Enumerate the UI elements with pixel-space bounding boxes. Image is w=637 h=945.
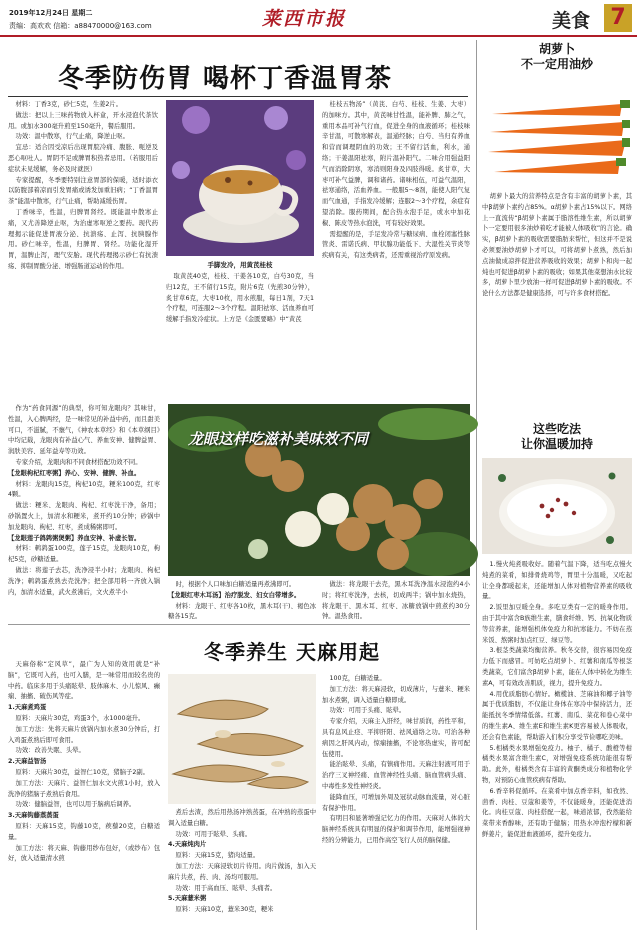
paragraph: 原料：天麻片30克，益智仁10克，猪脑子2副。 — [15, 768, 149, 776]
list-item: 1.慢火炖煮吸收好。随着气温下降，适当吃点慢火炖煮的菜肴，如排骨烧鸡等，胃里十分温暖，又吃起让全身都暖起来，还能增加人体对植物营养素的吸收量。 — [482, 561, 632, 601]
recipe-heading: 1.天麻煮鸡蛋 — [8, 704, 47, 712]
page-number: 7 — [610, 5, 626, 30]
paragraph: 胡萝卜最大的营养特点是含有丰富的胡萝卜素，其中β胡萝卜素约占85%。α胡萝卜素占15%以下。网络上一直流传“β胡萝卜素属于脂溶性维生素，所以胡萝卜一定要用很多油炒着吃才能被人体吸收”的言论。确实，β胡萝卜素的吸收需要脂肪来帮忙，但这并不是说必须要油炒胡萝卜才可以，可将胡萝卜煮熟，然后加点油做成凉拌促进营养吸收的效果；胡萝卜和肉一起炖也可促进β胡萝卜素的吸收；如果其他菜想油水比较多，胡萝卜里少放油一样可促进β胡萝卜素的吸收。不论什么方法都是健康选择，可与许多食材搭配。 — [482, 193, 632, 298]
paragraph: 100克，白糖适量。 — [329, 675, 386, 682]
paragraph: 能治眩晕、头痛，有镇痛作用。天麻注射液可用于治疗三叉神经痛、血管神经性头痛、脑血管病头痛、中毒性多发性神经炎。 — [322, 761, 470, 790]
masthead-logo: 莱西市报 — [262, 8, 347, 30]
paragraph: 功效：用于高血压、眩晕、头痛者。 — [175, 884, 277, 892]
paragraph: 功效：可用于眩晕、头痛。 — [175, 830, 252, 838]
article1-col3 — [322, 100, 470, 402]
paragraph: 作为“药食同源”的典型，你可知龙眼肉？其味甘，性温，入心脾两经，是一味常见的补益中药，而且甜美可口，不滋腻，不壅气，《神农本草经》和《本草纲目》中均记载，龙眼肉有补益心气、养血安神、健脾益胃、润肤美容、延年益寿等功效。 — [8, 405, 160, 456]
header-date: 2019年12月24日 星期二 — [9, 9, 93, 17]
paragraph: 做法：将龙眼干去壳，黑木耳洗净温水浸泡约4小时；将红枣洗净，去核，切成两半；锅中加水烧热，将龙眼干、黑木耳、红枣、冰糖放锅中煎煮约30分钟。温热食用。 — [322, 581, 470, 621]
paragraph: 做法：把以上三味药物放入杯盒，开水浸泡代茶饮用。或加水300毫升煎至150毫升，餐后服用。 — [8, 111, 158, 130]
title-rule — [8, 96, 468, 97]
side1-title-line1: 胡萝卜 — [538, 42, 575, 56]
paragraph: 宜忌：适合因受凉后出现胃脘冷痛、腹胀、呃逆及恶心呕吐人。胃阴不足或脾胃积热者忌用。（若服用后症状未见缓解，务必及时就医） — [8, 144, 158, 173]
side2-title — [482, 422, 632, 452]
main-title: 冬季防伤胃 喝杯丁香温胃茶 — [58, 64, 393, 94]
paragraph: 加工方法：将天麻浸软，切成薄片，与薏米、粳米加水煮粥，调入适量白糖即成。 — [322, 685, 470, 704]
side2-title-line2: 让你温暖加持 — [520, 437, 593, 451]
longan-col3 — [322, 580, 470, 620]
paragraph: 功效：改善失眠、头晕。 — [15, 747, 85, 755]
list-item: 2.饭里加豆暖全身。多吃豆类有一定的暖身作用。由于其中富含B族维生素，膳食纤维、钙、抗氧化物质等营养素，能增强机体免疫力和抗寒能力。不妨在蒸米饭、熬粥时加点红豆、绿豆等。 — [482, 604, 632, 644]
article1-caption: 手脚发冷，用黄芪桂枝 — [207, 261, 273, 269]
recipe-heading: 5.天麻薏米粥 — [168, 895, 207, 903]
side2-text — [482, 560, 632, 938]
paragraph: 需提醒的是，手足发冷常与糖尿病、血栓闭塞性脉管炎、雷诺氏病、甲状腺功能低下、大湿性关节炎等疾病有关，有这类病者，还需重视治疗原发病。 — [322, 230, 470, 260]
paragraph: 原料：天麻15克，钩藤10克，蒺藜20克，白糖适量。 — [8, 822, 160, 841]
paragraph: 专家提醒，冬季要特别注意胃部的保暖，适时添衣以防腹部着凉而引发胃痛或诱发加重旧病；“丁香温胃茶”能温中散寒，行气止痛，帮助减缓伤胃。 — [8, 176, 158, 206]
header-editor: 责编：高欢欢 信箱：a88470000@163.com — [9, 22, 152, 30]
paragraph: 天麻俗称“定风草”，最广为人知的效用就是“补脑”，它既可入药，也可入膳，是一味常用而较名贵的中药。临床多用于头痛眩晕、肢体麻木、小儿惊风、癫痫、抽搐、破伤风等症。 — [8, 661, 160, 701]
page-number-badge — [604, 4, 632, 32]
paragraph: 做法：粳米、龙眼肉、枸杞、红枣洗干净，备用；砂锅置火上，加清水和粳米，煮开约10分钟；砂锅中加龙眼肉、枸杞、红枣，煮成稀粥即可。 — [8, 502, 160, 531]
paragraph: 丁香味辛，性温，归脾胃肾经。既能温中散寒止痛，又尤善降逆止呕，为治虚寒呕逆之要药。现代药理揭示能促进胃液分泌、抗溃疡、止泻、抗胰腺作用。砂仁味辛，性温，归脾胃、肾经。功能化湿开胃，温脾止泻，理气安胎。现代药理揭示砂仁有抗溃疡、抑制胃酸分泌、增强肠道运动的作用。 — [8, 208, 158, 270]
paragraph: 功效：温中散寒，行气止痛，降逆止呕。 — [15, 133, 129, 141]
recipe-heading: 4.天麻炖肉片 — [168, 841, 207, 849]
beans-rice-photo — [482, 458, 632, 554]
longan-title: 龙眼这样吃滋补美味效不同 — [188, 430, 369, 448]
side1-text — [482, 192, 632, 414]
recipe-heading: 3.天麻钩藤蒸蒸蛋 — [8, 812, 59, 820]
list-item: 6.香辛料促循环。在菜肴中加点香辛料，如孜然、茴香、肉桂、豆蔻和姜等，不仅能暖身，还能促进消化。肉桂豆蔻、肉桂搭配一起，味道浓郁，孜然能给菜带来香醇味，还有助于健脑；用热水冲泡柠檬和新鲜姜片，能促进血液循环，提升免疫力。 — [482, 787, 632, 838]
paragraph: 加工方法：天麻片、益智仁加水文火煎1小时，放入洗净的猪脑子煮熟后食用。 — [8, 779, 160, 798]
paragraph: 功效：可用于头痛、眩晕。 — [329, 707, 406, 715]
paragraph: 专家介绍，天麻主入肝经，味甘质润，药性平和，具有息风止痉、平抑肝阳、祛风通络之功。可治各种病因之肝风内动，惊痫抽搐，不论寒热虚实，皆可配伍使用。 — [322, 718, 470, 758]
longan-col1 — [8, 404, 160, 596]
tianma-col1 — [8, 660, 160, 938]
recipe-heading: 【龙眼莲子鸽鹑粥煲粥】养血安神、补虚长智。 — [8, 534, 141, 542]
paragraph: 材料：鹌鹑蛋100克，莲子15克，龙眼肉10克，枸杞5克，砂糖适量。 — [8, 545, 160, 564]
paragraph: 材料：丁香3克，砂仁5克，生姜2片。 — [15, 101, 123, 108]
paragraph: 能降血压，可增加外周及冠状动脉血流量，对心脏有保护作用。 — [322, 793, 470, 812]
side1-title — [482, 42, 632, 72]
tianma-photo — [168, 674, 316, 804]
paragraph: 取黄芪40克，桂枝、干姜各10克，白芍30克，当归12克，王不留行15克，附片6克（先煎30分钟），炙甘草6克，大枣10枚，用水煎服，每日1剂，7天1个疗程，可连服2～3个疗程。温阳祛寒、活血养血可缓解手指发冷症状。上方是《金匮要略》中“黄芪 — [166, 273, 314, 324]
paragraph: 专家介绍，龙眼肉和不同食材搭配功效不同。 — [15, 458, 142, 466]
side1-title-line2: 不一定用油炒 — [520, 57, 593, 71]
paragraph: 材料：龙眼干、红枣各10枚，黑木耳(干)、褐色冰糖各15克。 — [168, 602, 316, 621]
tea-photo — [166, 100, 314, 256]
paragraph: 加工方法：先将天麻片放锅内加水煮30分钟后，打入鸡蛋煮熟后即可食用。 — [8, 725, 160, 744]
paragraph: 原料：天麻10克，薏米30克，粳米 — [175, 906, 274, 914]
carrot-photo — [482, 94, 632, 186]
side-divider — [476, 40, 477, 930]
paragraph: 做法：将莲子去芯，洗净浸半小时；龙眼肉、枸杞洗净；鹌鹑蛋煮熟去壳洗净；把全部用料一齐放入锅内，加清水适量，武火煮沸后，文火煮半小 — [8, 566, 160, 596]
paragraph: 煮后去渣，然后用热汤冲熟蒸蛋，在冲熟的蒸蛋中调入适量白糖。 — [168, 809, 316, 827]
paragraph: 原料：天麻15克，猪肉适量。 — [175, 852, 260, 860]
header-rule — [0, 35, 637, 37]
article1-col2 — [166, 272, 314, 402]
tianma-col3 — [322, 674, 470, 938]
list-item: 3.根茎类蔬菜均衡营养。秋冬交替，很容易因免疫力低下而感冒。可妨吃点胡萝卜、红薯和南瓜等根茎类蔬菜，它们富含β胡萝卜素，能在人体中转化为维生素A，可有效改善肌质，视力，提升免疫力。 — [482, 647, 632, 687]
tianma-col2 — [168, 808, 316, 938]
paragraph: 功效：健脑益智，也可以用于脑病后调养。 — [15, 801, 136, 809]
recipe-heading: 【龙眼红枣木耳汤】治疗脱发、妇女白带增多。 — [168, 591, 301, 599]
longan-col2 — [168, 580, 316, 620]
paragraph: 材料：龙眼肉15克，枸杞10克，粳米100克，红枣4颗。 — [8, 480, 160, 499]
paragraph: 加工方法：天麻浸软切片待用。肉片做汤，加入天麻片共煮，药、肉、汤均可服用。 — [168, 862, 316, 881]
list-item: 5.相橘类水果增强免疫力。柚子、橘子、酸橙等柑橘类水果富含维生素C，对增强免疫系统功能很有帮助。此外，柑橘类含有丰富的黄酮类成分和植物化学物，对预防心血管疾病有帮助。 — [482, 744, 632, 784]
section-name: 美食 — [552, 10, 591, 32]
tianma-title: 冬季养生 天麻用起 — [204, 640, 380, 664]
paragraph: 原料：天麻片30克，鸡蛋3个，水1000毫升。 — [15, 714, 145, 722]
paragraph: 桂枝五物汤”（黄芪、白芍、桂枝、生姜、大枣）的加味方。其中，黄芪味甘性温，能补脾、肺之气，重用本品可补气行血，促进全身的血液循环；桂枝味辛甘温，可散寒解表，温通经脉；白芍、当归有养血和营而调理阴血的功效；王不留行活血，利水，通络；干姜温阳祛寒，附片温补阳气。二味合用强益阳气而消除阴寒，寒消则阳身及四肢得暖。炙甘草，大枣可补气益脾，调和诸药。诸味相伍，可益气温阳，祛寒通络，活血养血。一般服5～8剂，能使人阳气复而气血通，手指发冷缓解；连服2～3个疗程，余症有望消除。服药期间，配合热水泡手足，或水中加花椒、陈皮等热水泡洗，可有较好效果。 — [322, 101, 470, 227]
side2-title-line1: 这些吃法 — [532, 422, 581, 436]
paragraph: 加工方法：将天麻、钩藤用纱布包好，（或纱布）包好，放入适量清水煎 — [8, 844, 160, 863]
recipe-heading: 2.天麻益智汤 — [8, 758, 47, 766]
recipe-heading: 【龙眼枸杞红枣粥】养心、安神、健脾、补血。 — [8, 469, 141, 477]
article1-col1 — [8, 100, 158, 400]
paragraph: 时，根据个人口味加白糖适量再煮沸即可。 — [175, 581, 296, 588]
paragraph: 有明目和显著增强记忆力的作用。天麻对人体的大脑神经系统具有明显的保护和调节作用，能增强视神经的分辨能力，已用作高空飞行人员的脑保健。 — [322, 815, 470, 844]
section-rule — [8, 624, 470, 625]
list-item: 4.用优质脂肪心情好。橄榄油、芝麻油和椰子油等属于优质脂肪，不仅能让身体在寒冷中保持活力，还能抵抗冬季情绪低落。红薯、南瓜、菜花和卷心菜中的维生素A、维生素E和维生素K更容易被人体吸收，还会有色素能，帮助游入们积分享受节俭哪吃美味。 — [482, 690, 632, 741]
